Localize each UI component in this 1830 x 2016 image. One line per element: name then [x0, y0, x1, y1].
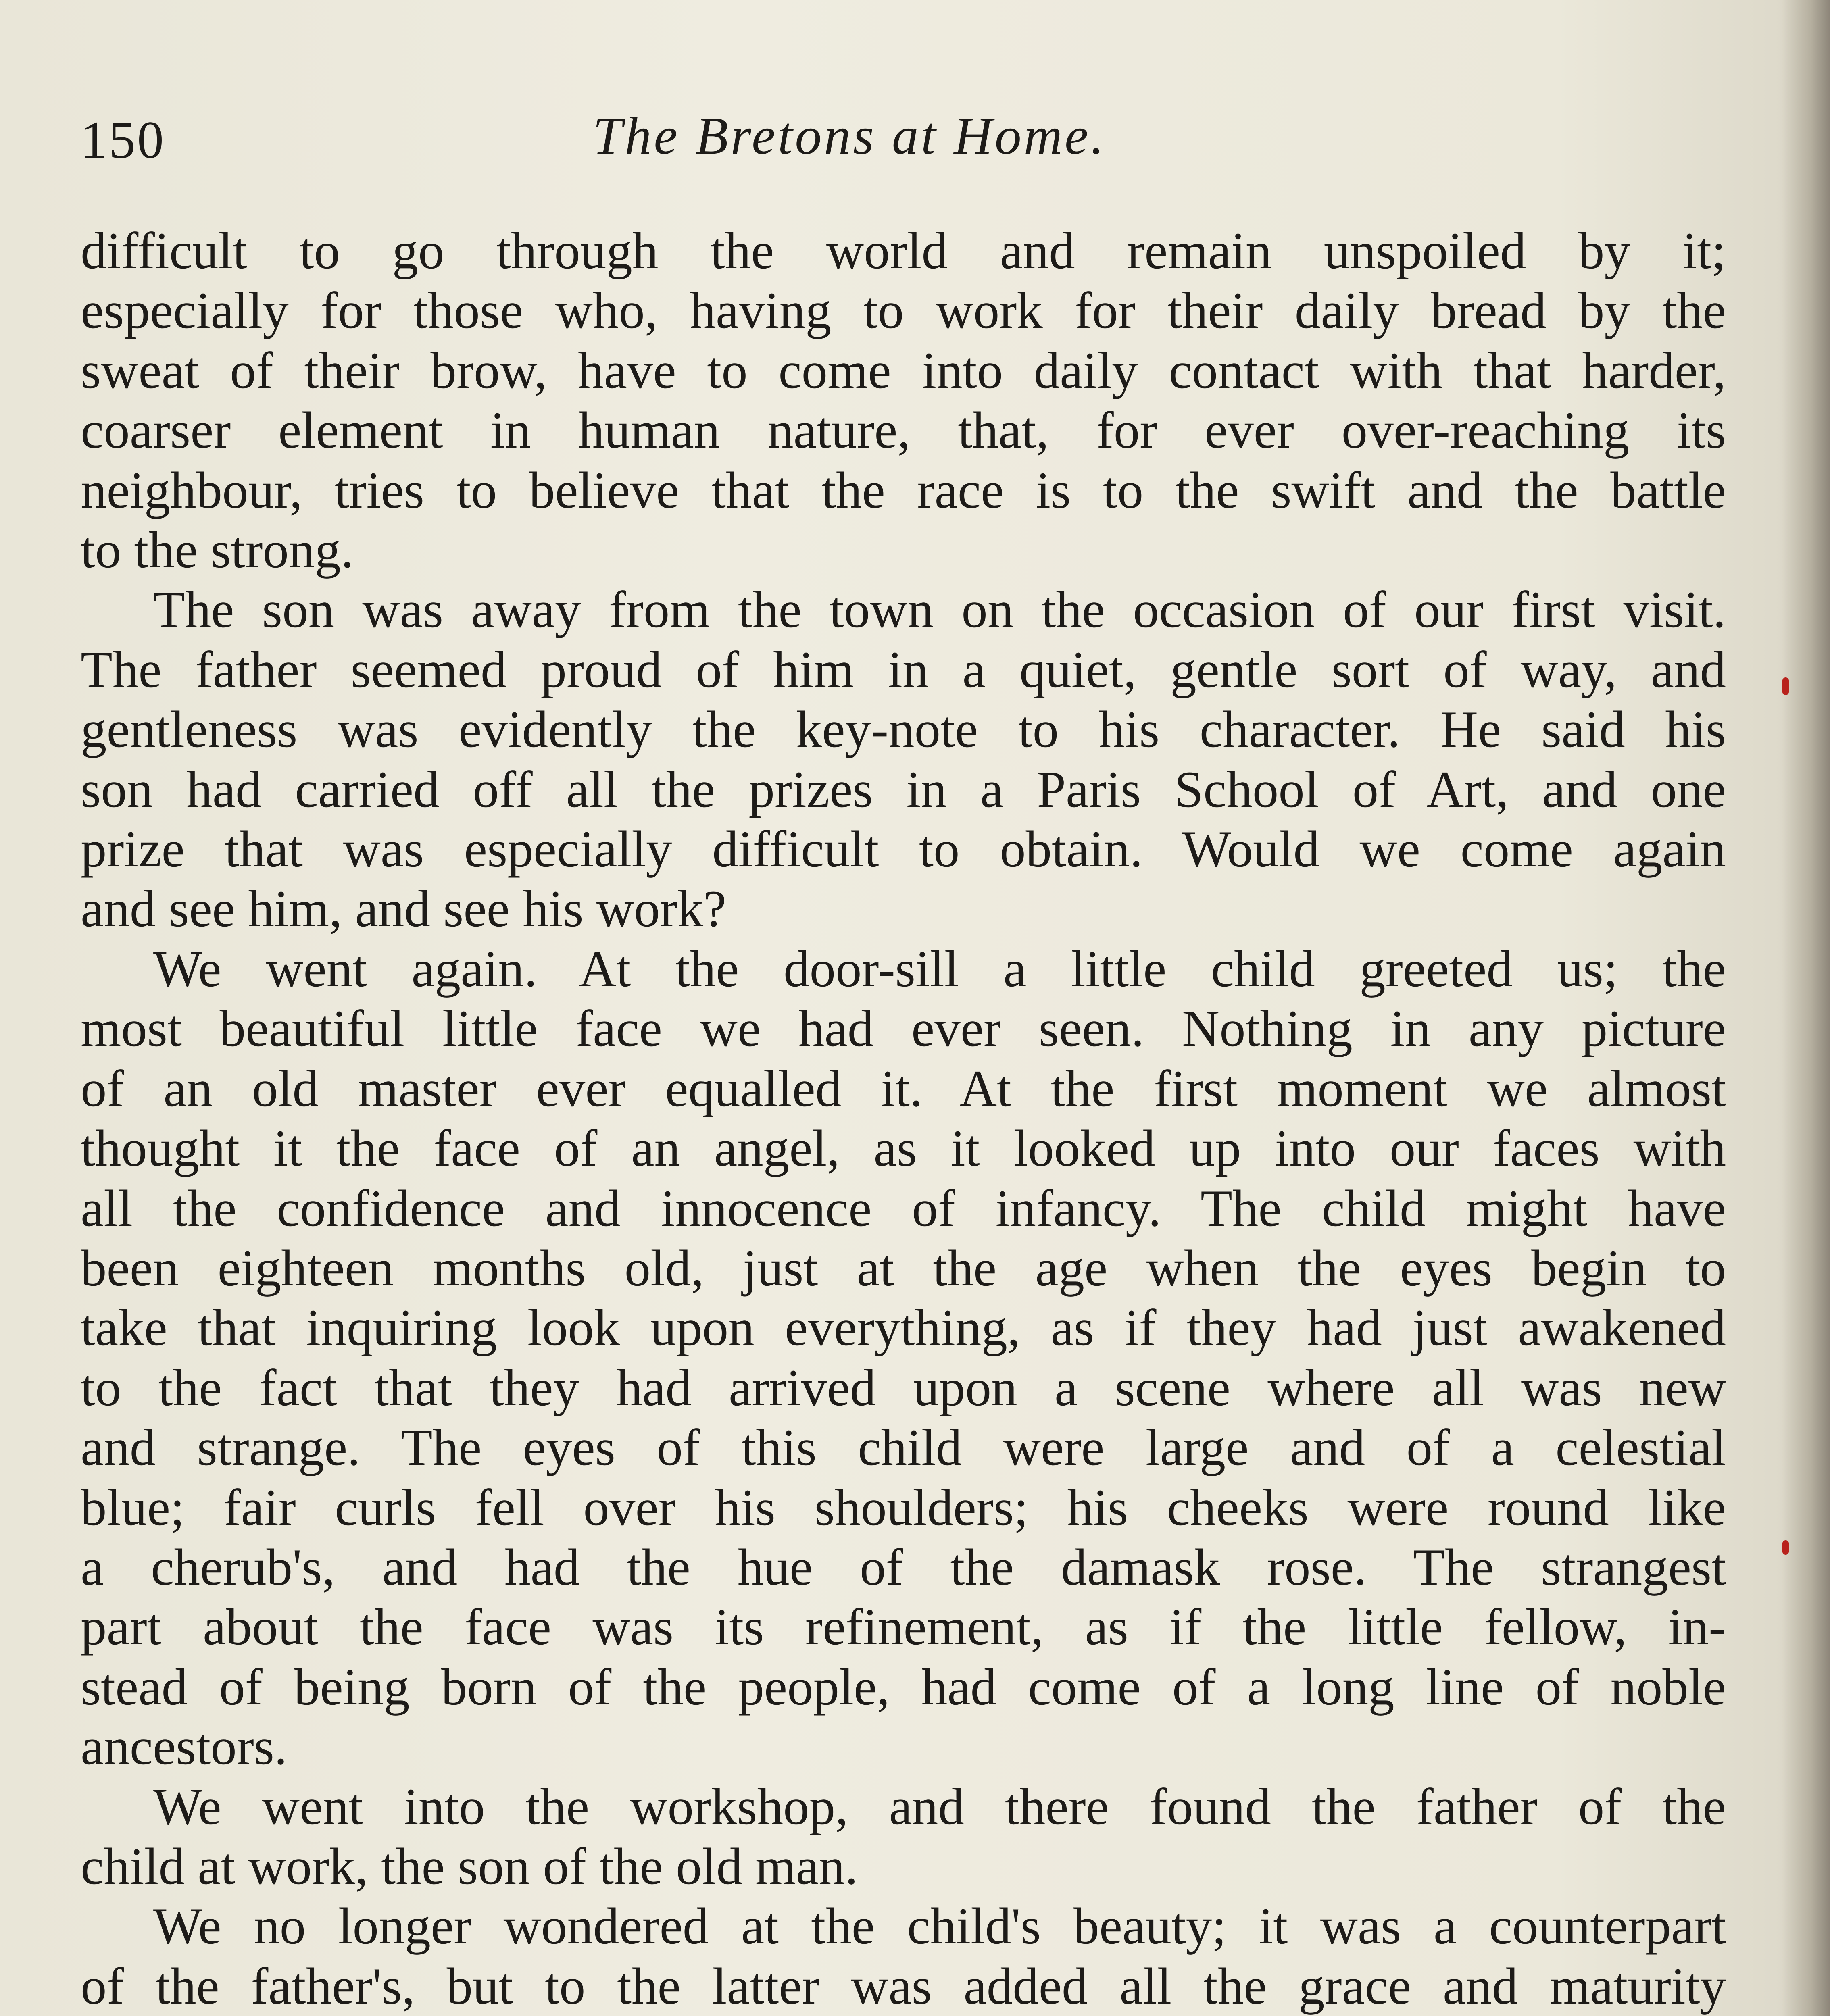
text-line: especially for those who, having to work for their daily bread by the	[81, 281, 1726, 339]
text-line: neighbour, tries to believe that the race is to the swift and the battle	[81, 461, 1726, 519]
text-line: We went into the workshop, and there found the father of the	[153, 1777, 1726, 1835]
text-line: son had carried off all the prizes in a Paris School of Art, and one	[81, 760, 1726, 818]
red-margin-mark	[1782, 677, 1789, 695]
text-line: thought it the face of an angel, as it looked up into our faces with	[81, 1119, 1726, 1177]
page-number: 150	[81, 110, 165, 169]
text-line: child at work, the son of the old man.	[81, 1837, 858, 1895]
text-line: gentleness was evidently the key-note to his character. He said his	[81, 700, 1726, 758]
text-line: to the fact that they had arrived upon a scene where all was new	[81, 1358, 1726, 1416]
text-line: part about the face was its refinement, as if the little fellow, in-	[81, 1598, 1726, 1656]
text-line: and see him, and see his work?	[81, 880, 727, 938]
text-line: difficult to go through the world and remain unspoiled by it;	[81, 222, 1726, 279]
running-title: The Bretons at Home.	[593, 106, 1107, 165]
text-line: been eighteen months old, just at the age when the eyes begin to	[81, 1239, 1726, 1297]
text-line: a cherub's, and had the hue of the damask rose. The strangest	[81, 1538, 1726, 1596]
text-line: ancestors.	[81, 1718, 288, 1776]
text-line: all the confidence and innocence of infancy. The child might have	[81, 1179, 1726, 1237]
text-line: and strange. The eyes of this child were large and of a celestial	[81, 1418, 1726, 1477]
text-line: stead of being born of the people, had come of a long line of noble	[81, 1658, 1726, 1716]
text-line: of the father's, but to the latter was added all the grace and maturity	[81, 1957, 1726, 2015]
text-line: The father seemed proud of him in a quiet, gentle sort of way, and	[81, 640, 1726, 698]
red-margin-mark	[1782, 1540, 1789, 1555]
text-line: blue; fair curls fell over his shoulders; his cheeks were round like	[81, 1478, 1726, 1536]
text-line: of an old master ever equalled it. At the first moment we almost	[81, 1059, 1726, 1117]
text-line: prize that was especially difficult to obtain. Would we come again	[81, 820, 1726, 878]
text-line: most beautiful little face we had ever seen. Nothing in any picture	[81, 1000, 1726, 1058]
text-line: coarser element in human nature, that, for ever over-reaching its	[81, 401, 1726, 459]
text-line: sweat of their brow, have to come into daily contact with that harder,	[81, 341, 1726, 399]
page-header	[81, 97, 1726, 177]
text-line: We went again. At the door-sill a little child greeted us; the	[153, 939, 1726, 998]
text-line: take that inquiring look upon everything, as if they had just awakened	[81, 1299, 1726, 1357]
text-line: The son was away from the town on the occasion of our first visit.	[153, 581, 1726, 639]
spine-shadow	[1782, 0, 1830, 2016]
text-line: to the strong.	[81, 521, 354, 579]
body-text	[81, 221, 1726, 2016]
text-line: We no longer wondered at the child's beauty; it was a counterpart	[153, 1897, 1726, 1955]
